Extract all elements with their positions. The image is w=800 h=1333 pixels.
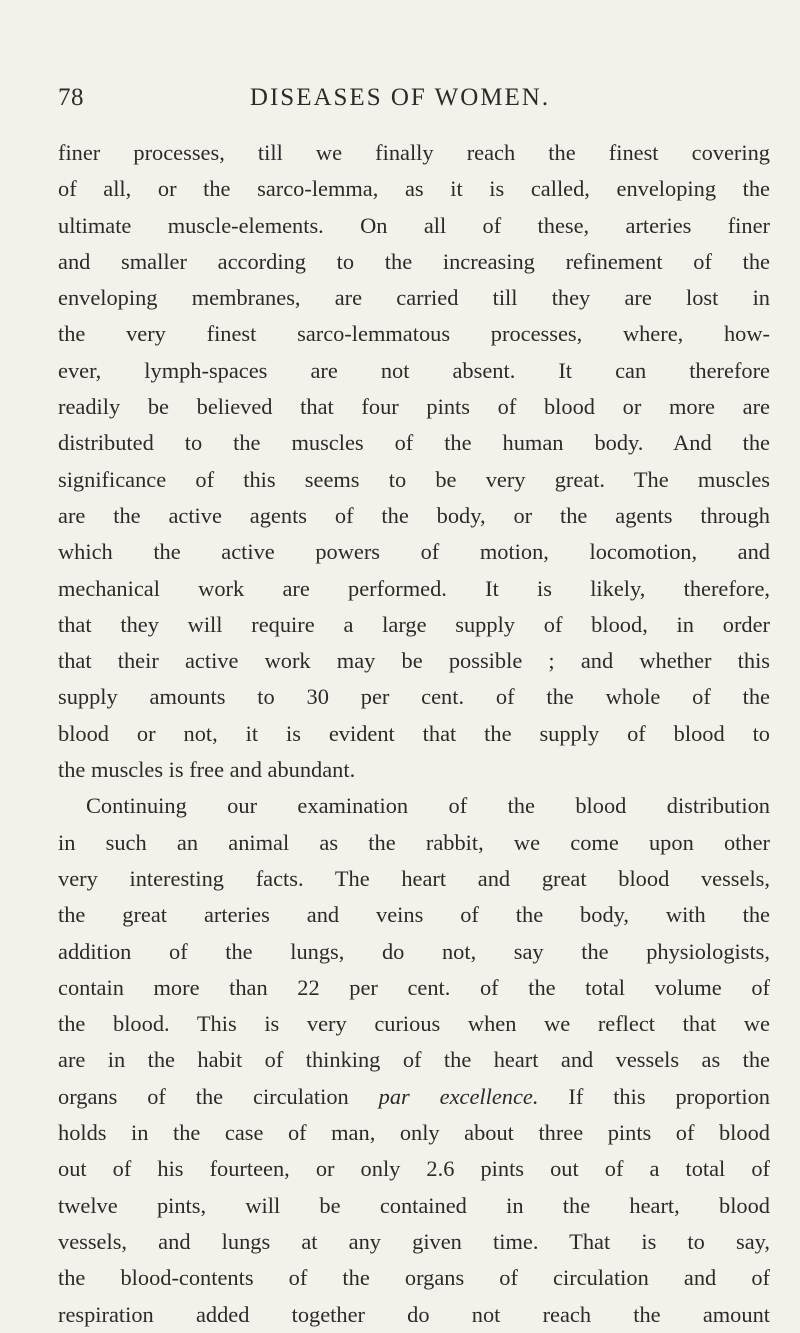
text-line: that they will require a large supply of blood, in order [58, 611, 770, 637]
paragraph-end-line: the muscles is free and abundant. [58, 757, 356, 783]
text-line-with-italic [58, 1079, 770, 1115]
text-line: distributed to the muscles of the human body. And the [58, 430, 770, 456]
text-line: that their active work may be possible ; and whether this [58, 648, 770, 674]
text-line-end: If this proportion [538, 1083, 770, 1109]
text-line: blood or not, it is evident that the supply of blood to [58, 720, 770, 746]
text-line: finer processes, till we finally reach the finest covering [58, 140, 770, 165]
text-line: mechanical work are performed. It is likely, therefore, [58, 575, 770, 601]
text-line: twelve pints, will be contained in the heart, blood [58, 1192, 770, 1218]
text-line: the blood. This is very curious when we reflect that we [58, 1011, 770, 1037]
text-line: supply amounts to 30 per cent. of the whole of the [58, 684, 770, 710]
text-line: enveloping membranes, are carried till they are lost in [58, 285, 770, 311]
text-line: the blood-contents of the organs of circulation and of [58, 1265, 770, 1291]
text-line: out of his fourteen, or only 2.6 pints out of a total of [58, 1156, 770, 1182]
text-line: readily be believed that four pints of blood or more are [58, 394, 770, 420]
text-line: are in the habit of thinking of the heart and vessels as the [58, 1047, 770, 1073]
text-line: addition of the lungs, do not, say the physiologists, [58, 938, 770, 964]
text-line: vessels, and lungs at any given time. That is to say, [58, 1228, 770, 1254]
text-line: significance of this seems to be very great. The muscles [58, 466, 770, 492]
text-line: very interesting facts. The heart and great blood vessels, [58, 865, 770, 891]
text-line: the great arteries and veins of the body, with the [58, 902, 770, 928]
body-text [58, 135, 770, 1333]
italic-phrase: par excellence. [378, 1083, 539, 1109]
text-line: holds in the case of man, only about three pints of blood [58, 1120, 770, 1146]
running-head [0, 76, 800, 116]
text-line: which the active powers of motion, locomotion, and [58, 539, 770, 565]
running-title: DISEASES OF WOMEN. [249, 84, 551, 111]
text-line: ultimate muscle-elements. On all of these, arteries finer [58, 212, 770, 238]
text-line: respiration added together do not reach the amount [58, 1301, 770, 1327]
text-line: are the active agents of the body, or the agents through [58, 502, 770, 528]
text-line: contain more than 22 per cent. of the total volume of [58, 974, 770, 1000]
paragraph-start-line: Continuing our examination of the blood distribution [86, 793, 770, 819]
text-line: of all, or the sarco-lemma, as it is called, enveloping the [58, 176, 770, 202]
text-line: in such an animal as the rabbit, we come upon other [58, 829, 770, 855]
text-line-start: organs of the circulation [58, 1083, 379, 1109]
text-line: and smaller according to the increasing refinement of the [58, 248, 770, 274]
text-line: ever, lymph-spaces are not absent. It can therefore [58, 357, 770, 383]
text-line: the very finest sarco-lemmatous processes, where, how- [58, 321, 770, 347]
page-number: 78 [58, 84, 84, 111]
